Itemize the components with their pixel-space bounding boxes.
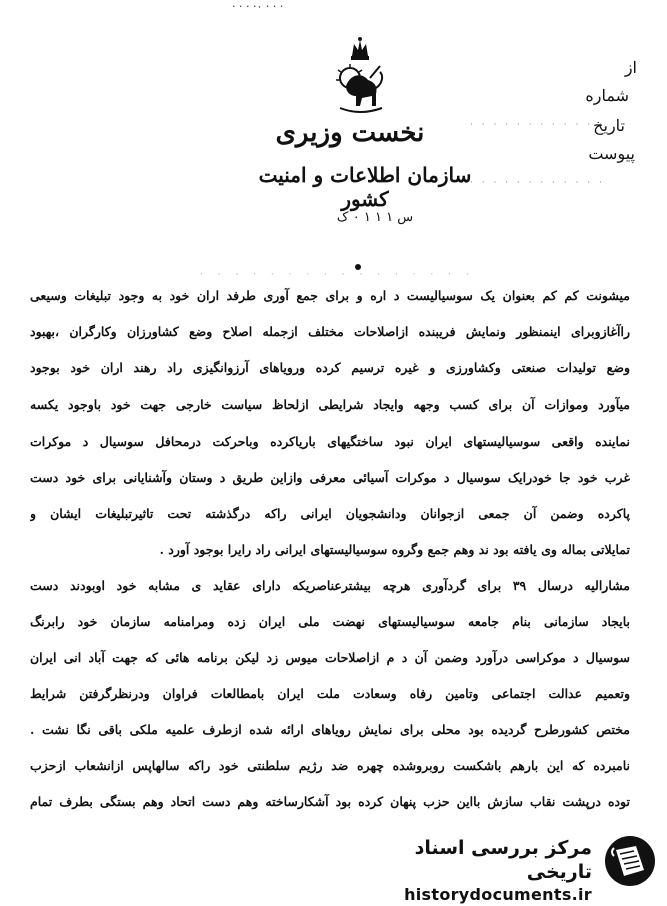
side-field-from: از	[624, 58, 637, 77]
body-line: سوسیال د موکراسی درآورد وضمن آن د م ازاصلاحات میوس زد لیکن برنامه هائی که جهت آباد انی ایران	[30, 650, 630, 665]
body-line: وتعمیم عدالت اجتماعی وتامین رفاه وسعادت ملت ایران بامطالعات فراوان ودرنظرگرفتن شرایط	[30, 686, 630, 701]
organization-name: نخست وزیری	[275, 118, 425, 148]
body-line: توده درپشت نقاب سازش بااین حزب پنهان کرده بود آشکارساخته وهم دست اتحاد وهم بستگی بطرف تمام	[30, 794, 630, 809]
body-line: نماینده واقعی سوسیالیستهای ایران نبود ساختگیهای باریاکرده وباحرکت درمحافل سوسیال د موکرات	[30, 434, 630, 449]
body-line: بایجاد سازمانی بنام جامعه سوسیالیستهای نهضت ملی ایران زده ومرامنامه سازمان خود رابرنگ	[30, 614, 630, 629]
body-line: مشارالیه درسال ۳۹ برای گردآوری هرچه بیشترعناصریکه دارای عقاید ی مشابه خود اوبودند دست	[30, 578, 630, 593]
body-line: میشونت کم کم بعنوان یک سوسیالیست د اره و برای جمع آوری طرفد اران خود به وجود تبلیغات وسیعی	[30, 288, 630, 303]
lion-and-sun-emblem-icon	[332, 36, 388, 114]
watermark-logo	[372, 832, 662, 904]
dotted-line: · · · · · · · · · · · ·	[470, 120, 605, 130]
reference-number: س ۱ ۱ ۱ ۰ ک	[336, 210, 414, 225]
body-line: غرب خود جا خودرایک سوسیال د موکرات آسیائی معرفی وازاین طریق د وستان وآشنایانی برای خود دست	[30, 470, 630, 485]
body-line: تمایلاتی بماله وی یافته بود ند وهم جمع وگروه سوسیالیستهای ایرانی راد رایرا بوجود آورد .	[159, 542, 630, 557]
side-field-number: شماره	[585, 86, 629, 105]
body-line: میآورد وموازات آن برای کسب وجهه وایجاد شرایطی ازلحاظ سیاست خارجی جهت خود باوجود یکسه	[30, 397, 630, 412]
body-line: پاکرده وضمن آن جمعی ازجوانان ودانشجویان ایرانی راکه درگذشته تحت تاثیرتبلیغات ایشان و	[30, 506, 630, 521]
faint-stamp-line: · · · · · · · · · · · · · · · ·	[200, 270, 475, 280]
top-marks: · · · ·۰ · · ·	[232, 0, 284, 13]
organization-subtitle: سازمان اطلاعات و امنیت کشور	[258, 163, 472, 211]
watermark-title: مرکز بررسی اسناد تاریخی	[414, 837, 592, 883]
body-line: وضع تولیدات صنعتی وکشاورزی و غیره ترسیم کرده ورویاهای آرزوانگیزی راد رهند اران خود بوجود	[30, 360, 630, 375]
body-line: مختص کشورطرح گردیده بود محلی برای نمایش رویاهای ارائه شده ازطرف علمیه ملکی باقی نگا نشت .	[30, 722, 630, 737]
watermark-url: historydocuments.ir	[404, 885, 592, 904]
dotted-line: · · · · · · · · · · · ·	[470, 178, 605, 188]
side-field-date: تاریخ	[593, 116, 625, 135]
body-line: راآغازوبرای اینمنظور ونمایش فریبنده ازاصلاحات مختلف ازجمله اصلاح وضع کشاورزان وکارگران ،بهبود	[30, 324, 630, 339]
body-line: نامبرده که این بارهم باشکست روبروشده چهره ضد رژیم سلطنتی خود راکه سالهاپس ازانشعاب ازحزب	[30, 758, 630, 773]
side-field-attachment: پیوست	[588, 144, 635, 163]
document-scroll-icon	[602, 834, 658, 888]
